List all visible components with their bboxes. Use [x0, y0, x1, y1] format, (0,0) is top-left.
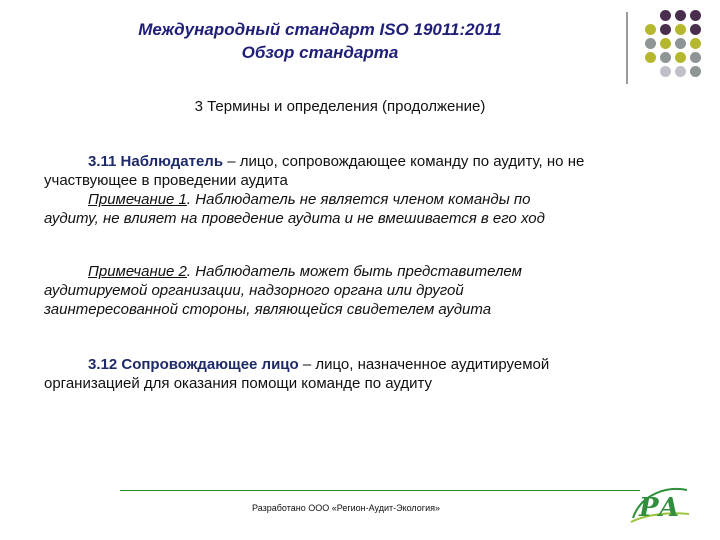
section-heading: 3 Термины и определения (продолжение): [194, 98, 486, 115]
footer-credit: Разработано ООО «Регион-Аудит-Экология»: [252, 503, 440, 513]
decorative-dot-grid: [644, 10, 720, 82]
dot: [690, 10, 701, 21]
dot: [660, 38, 671, 49]
term-3-11-paragraph: [44, 152, 684, 228]
dot: [675, 24, 686, 35]
dot: [645, 38, 656, 49]
footer-divider: [120, 490, 640, 491]
dot: [675, 52, 686, 63]
dot: [690, 24, 701, 35]
note-2-label: Примечание 2: [88, 263, 187, 280]
term-3-11-definition-l1: – лицо, сопровождающее команду по аудиту, но не: [223, 153, 585, 170]
dot: [660, 52, 671, 63]
note-1-text-l2: аудиту, не влияет на проведение аудита и не вмешивается в его ход: [44, 210, 545, 227]
term-3-12-definition-l2: организацией для оказания помощи команде по аудиту: [44, 375, 433, 392]
term-3-12-label: 3.12 Сопровождающее лицо: [88, 356, 299, 373]
logo-text: РА: [639, 493, 680, 523]
note-1-text-l1: . Наблюдатель не является членом команды по: [186, 191, 531, 208]
dot: [690, 66, 701, 77]
term-3-11-label: 3.11 Наблюдатель: [88, 153, 224, 170]
dot: [645, 24, 656, 35]
note-2-text-l2: аудитируемой организации, надзорного органа или другой: [44, 282, 464, 299]
title-line-2: Обзор стандарта: [241, 43, 399, 62]
company-logo: [627, 484, 691, 526]
dot: [690, 52, 701, 63]
note-2-text-l1: . Наблюдатель может быть представителем: [186, 263, 522, 280]
dot: [645, 52, 656, 63]
dot: [675, 66, 686, 77]
term-3-11-definition-l2: участвующее в проведении аудита: [44, 172, 288, 189]
dot: [675, 38, 686, 49]
note-2-paragraph: [44, 262, 684, 319]
term-3-12-definition-l1: – лицо, назначенное аудитируемой: [298, 356, 550, 373]
note-1-label: Примечание 1: [88, 191, 187, 208]
dot: [690, 38, 701, 49]
dot: [660, 66, 671, 77]
dot: [660, 10, 671, 21]
dot: [675, 10, 686, 21]
dot: [660, 24, 671, 35]
term-3-12-paragraph: [44, 355, 684, 393]
title-line-1: Международный стандарт ISO 19011:2011: [138, 20, 502, 39]
header-divider: [626, 12, 628, 84]
note-2-text-l3: заинтересованной стороны, являющейся свидетелем аудита: [44, 301, 492, 318]
slide-title: [60, 18, 580, 64]
